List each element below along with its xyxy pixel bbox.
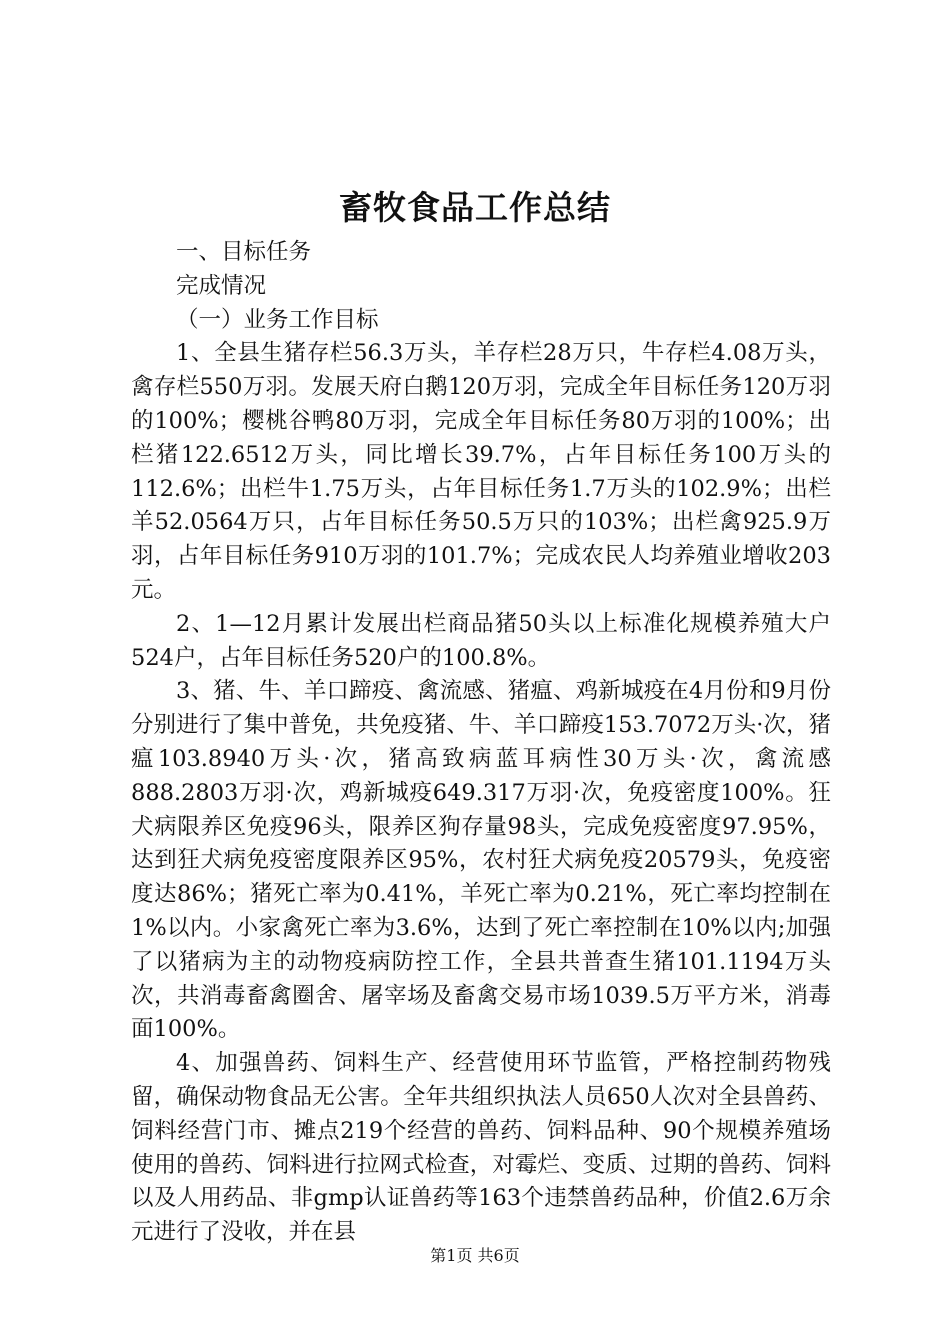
body-paragraph: 3、猪、牛、羊口蹄疫、禽流感、猪瘟、鸡新城疫在4月份和9月份分别进行了集中普免，共免疫猪、牛、羊口蹄疫153.7072万头·次，猪瘟103.8940万头·次，猪高致病蓝耳病性30万头·次，禽流感888.2803万羽·次，鸡新城疫649.317万羽·次，免疫密度100%。狂犬病限养区免疫96头，限养区狗存量98头，完成免疫密度97.95%，达到狂犬病免疫密度限养区95%，农村狂犬病免疫20579头，免疫密度达86%；猪死亡率为0.41%，羊死亡率为0.21%，死亡率均控制在1%以内。小家禽死亡率为3.6%，达到了死亡率控制在10%以内;加强了以猪病为主的动物疫病防控工作，全县共普查生猪101.1194万头次，共消毒畜禽圈舍、屠宰场及畜禽交易市场1039.5万平方米，消毒面100%。 bbox=[131, 678, 831, 1043]
document-title: 畜牧食品工作总结 bbox=[339, 188, 611, 227]
subsection-heading: 完成情况 bbox=[176, 272, 267, 299]
section-heading: 一、目标任务 bbox=[176, 239, 312, 265]
body-paragraph: 1、全县生猪存栏56.3万头，羊存栏28万只，牛存栏4.08万头，禽存栏550万羽。发展天府白鹅120万羽，完成全年目标任务120万羽的100%；樱桃谷鸭80万羽，完成全年目标任务80万羽的100%；出栏猪122.6512万头，同比增长39.7%，占年目标任务100万头的112.6%；出栏牛1.75万头，占年目标任务1.7万头的102.9%；出栏羊52.0564万只，占年目标任务50.5万只的103%；出栏禽925.9万羽，占年目标任务910万羽的101.7%；完成农民人均养殖业增收203元。 bbox=[131, 340, 831, 603]
body-paragraph: 2、1—12月累计发展出栏商品猪50头以上标准化规模养殖大户524户，占年目标任务520户的100.8%。 bbox=[131, 610, 831, 671]
body-paragraph: 4、加强兽药、饲料生产、经营使用环节监管，严格控制药物残留，确保动物食品无公害。全年共组织执法人员650人次对全县兽药、饲料经营门市、摊点219个经营的兽药、饲料品种、90个规模养殖场使用的兽药、饲料进行拉网式检查，对霉烂、变质、过期的兽药、饲料以及人用药品、非gmp认证兽药等163个违禁兽药品种，价值2.6万余元进行了没收，并在县 bbox=[131, 1050, 831, 1246]
subsection-heading: （一）业务工作目标 bbox=[176, 306, 379, 333]
document-body bbox=[131, 236, 831, 1250]
page-number-footer: 第1页 共6页 bbox=[430, 1246, 520, 1265]
